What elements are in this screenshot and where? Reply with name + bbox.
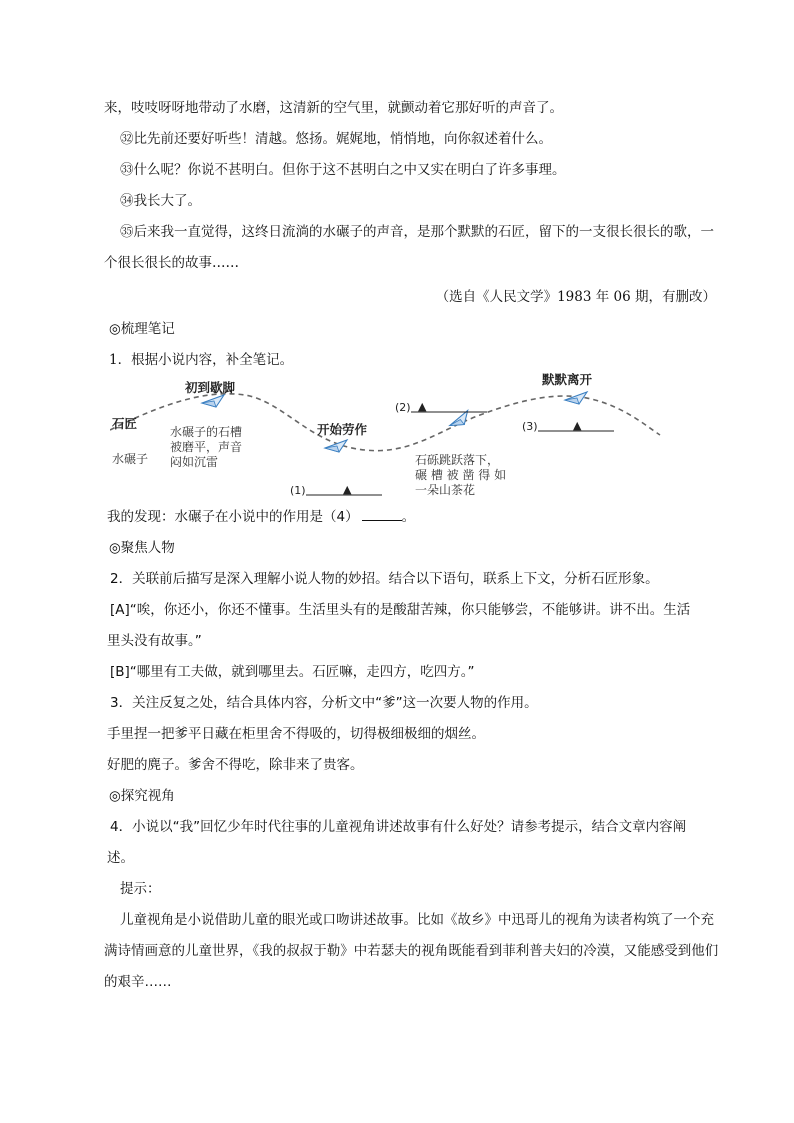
marker-3: ▲ [573,419,582,432]
marker-1: ▲ [343,483,352,496]
source-citation: （选自《人民文学》1983 年 06 期，有删改） [435,289,716,305]
stage-label-arrive: 初到歇脚 [185,380,236,395]
story-paragraph-33: ㉝什么呢？你说不甚明白。但你于这不甚明白之中又实在明白了许多事理。 [120,162,566,178]
question-2: 2．关联前后描写是深入理解小说人物的妙招。结合以下语句，联系上下文，分析石匠形象。 [110,571,659,587]
blank-label-2: (2) [395,401,411,414]
question-4-line-2: 述。 [107,850,134,866]
note-work-line-1: 石砾跳跃落下， [415,453,500,467]
note-mill-line-1: 水碾子的石槽 [170,425,243,439]
blank-label-3: (3) [522,420,538,433]
story-paragraph-35-line-2: 个很长很长的故事…… [104,255,239,271]
label-water-mill: 水碾子 [112,452,149,466]
paper-plane-icon [447,410,472,429]
story-paragraph-35-line-1: ㉟后来我一直觉得，这终日流淌的水碾子的声音，是那个默默的石匠，留下的一支很长很长的歌，一 [120,224,714,240]
hint-label: 提示： [120,881,161,897]
stage-label-work: 开始劳作 [317,422,368,437]
stage-label-leave: 默默离开 [542,372,593,387]
answer-blank-4[interactable] [362,508,402,521]
paper-plane-icon [565,392,587,404]
hint-line-3: 的艰辛…… [104,974,172,990]
hint-line-2: 满诗情画意的儿童世界，《我的叔叔于勒》中若瑟夫的视角既能看到菲利普夫妇的冷漠，又能感受到他们 [104,943,719,959]
quote-a-line-2: 里头没有故事。” [107,633,202,649]
note-mill-line-2: 被磨平，声音 [170,440,243,454]
story-paragraph-34: ㉞我长大了。 [120,193,201,209]
note-mill-line-3: 闷如沉雷 [170,455,219,469]
finding-text: 我的发现：水碾子在小说中的作用是（4） [107,509,359,525]
note-work-line-3: 一朵山茶花 [415,483,476,497]
hint-line-1: 儿童视角是小说借助儿童的眼光或口吻讲述故事。比如《故乡》中迅哥儿的视角为读者构筑了一个充 [120,912,714,928]
question-3-excerpt-2: 好肥的麂子。爹舍不得吃，除非来了贵客。 [107,757,364,773]
section-heading-characters: ◎聚焦人物 [109,540,175,556]
question-1: 1．根据小说内容，补全笔记。 [109,352,294,368]
blank-label-1: (1) [290,484,306,497]
story-line-1: 来，吱吱呀呀地带动了水磨，这清新的空气里，就颤动着它那好听的声音了。 [104,100,563,116]
finding-period: 。 [401,509,416,525]
paper-plane-icon [202,395,224,407]
finding-line [107,502,721,533]
story-structure-diagram [110,370,670,505]
section-heading-perspective: ◎探究视角 [109,788,175,804]
note-work-line-2: 碾 槽 被 凿 得 如 [415,468,507,482]
question-4-line-1: 4．小说以“我”回忆少年时代往事的儿童视角讲述故事有什么好处？请参考提示，结合文章内容阐 [110,819,687,835]
marker-2: ▲ [418,400,427,413]
quote-a-line-1: [A]“唉，你还小，你还不懂事。生活里头有的是酸甜苦辣，你只能够尝，不能够讲。讲不出。生活 [110,602,691,618]
quote-b: [B]“哪里有工夫做，就到哪里去。石匠嘛，走四方，吃四方。” [110,664,475,680]
label-stonemason: 石匠 [112,416,138,431]
question-3: 3．关注反复之处，结合具体内容，分析文中“爹”这一次要人物的作用。 [110,695,538,711]
story-paragraph-32: ㉜比先前还要好听些！清越。悠扬。娓娓地，悄悄地，向你叙述着什么。 [120,131,552,147]
question-3-excerpt-1: 手里捏一把爹平日藏在柜里舍不得吸的，切得极细极细的烟丝。 [107,726,485,742]
section-heading-notes: ◎梳理笔记 [109,321,175,337]
